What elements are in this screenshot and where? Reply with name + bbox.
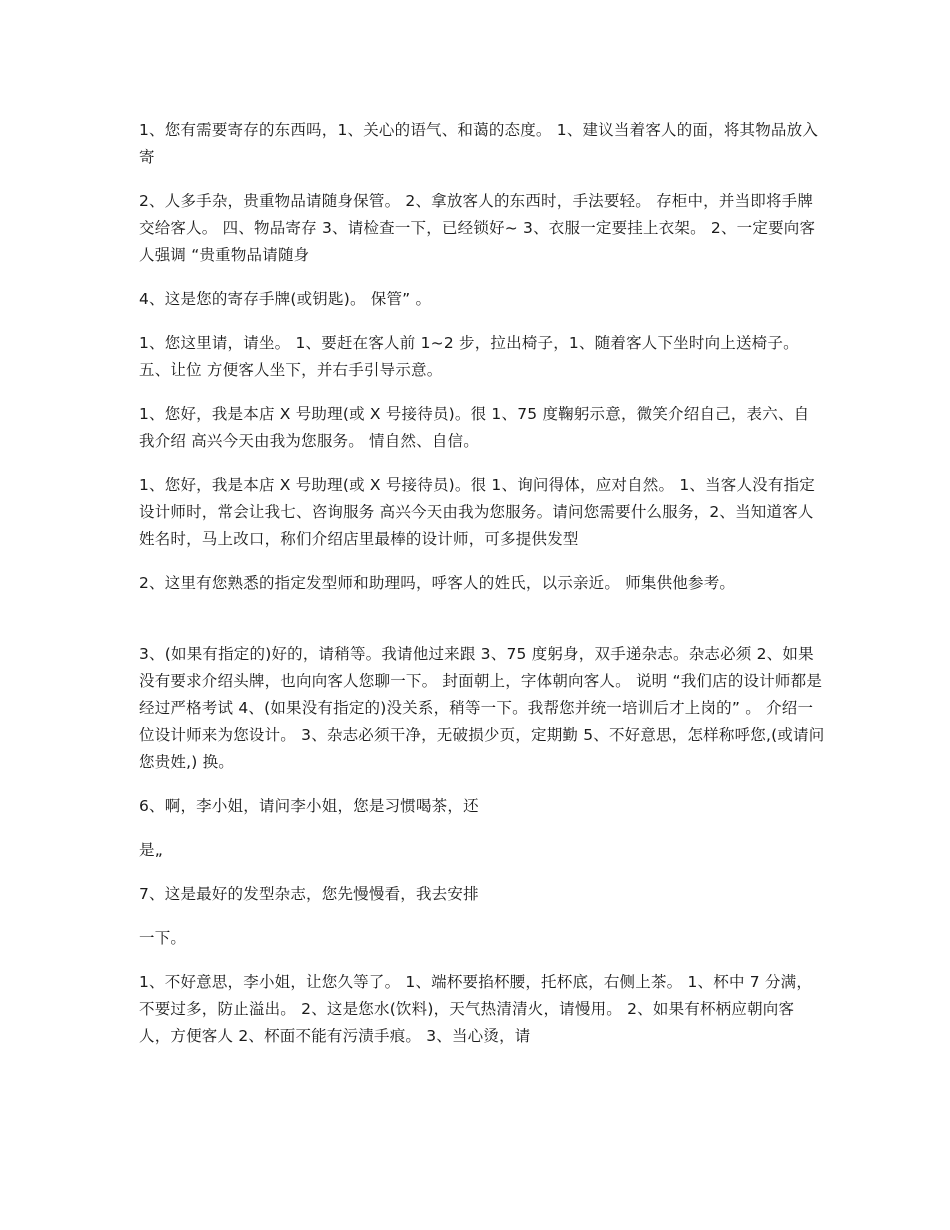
paragraph-10: 是„ <box>139 841 163 859</box>
paragraph-7: 2、这里有您熟悉的指定发型师和助理吗，呼客人的姓氏，以示亲近。 师集供他参考。 <box>139 574 736 592</box>
paragraph-3: 4、这是您的寄存手牌(或钥匙)。 保管” 。 <box>139 290 432 308</box>
paragraph-12: 一下。 <box>139 929 187 947</box>
paragraph-13: 1、不好意思，李小姐，让您久等了。 1、端杯要掐杯腰，托杯底，右侧上茶。 1、杯中 7 分满，不要过多，防止溢出。 2、这是您水(饮料)，天气热清清火，请慢用。 2、如果有杯柄应朝向客人，方便客人 2、杯面不能有污渍手痕。 3、当心烫，请 <box>139 973 813 1045</box>
paragraph-5: 1、您好，我是本店 X 号助理(或 X 号接待员)。很 1、75 度鞠躬示意，微笑介绍自己，表六、自我介绍 高兴今天由我为您服务。 情自然、自信。 <box>139 405 810 450</box>
paragraph-8: 3、(如果有指定的)好的，请稍等。我请他过来跟 3、75 度躬身，双手递杂志。杂志必须 2、如果没有要求介绍头牌，也向向客人您聊一下。 封面朝上，字体朝向客人。 说明 “我们店的设计师都是经过严格考试 4、(如果没有指定的)没关系，稍等一下。我帮您并统一培训后才上岗的” 。 介绍一位设计师来为您设计。 3、杂志必须干净，无破损少页，定期勤 5、不好意思，怎样称呼您,(或请问您贵姓,) 换。 <box>139 645 825 771</box>
paragraph-9: 6、啊，李小姐，请问李小姐，您是习惯喝茶，还 <box>139 797 479 815</box>
paragraph-2: 2、人多手杂，贵重物品请随身保管。 2、拿放客人的东西时，手法要轻。 存柜中，并当即将手牌交给客人。 四、物品寄存 3、请检查一下，已经锁好~ 3、衣服一定要挂上衣架。 2、一定要向客人强调 “贵重物品请随身 <box>139 192 816 264</box>
document-body <box>139 117 825 1067</box>
paragraph-4: 1、您这里请，请坐。 1、要赶在客人前 1~2 步，拉出椅子，1、随着客人下坐时向上送椅子。 五、让位 方便客人坐下，并右手引导示意。 <box>139 334 804 379</box>
paragraph-1: 1、您有需要寄存的东西吗，1、关心的语气、和蔼的态度。 1、建议当着客人的面，将其物品放入寄 <box>139 121 819 166</box>
paragraph-6: 1、您好，我是本店 X 号助理(或 X 号接待员)。很 1、询问得体，应对自然。 1、当客人没有指定设计师时，常会让我七、咨询服务 高兴今天由我为您服务。请问您需要什么服务，2、当知道客人姓名时，马上改口，称们介绍店里最棒的设计师，可多提供发型 <box>139 476 815 548</box>
paragraph-11: 7、这是最好的发型杂志，您先慢慢看，我去安排 <box>139 885 479 903</box>
